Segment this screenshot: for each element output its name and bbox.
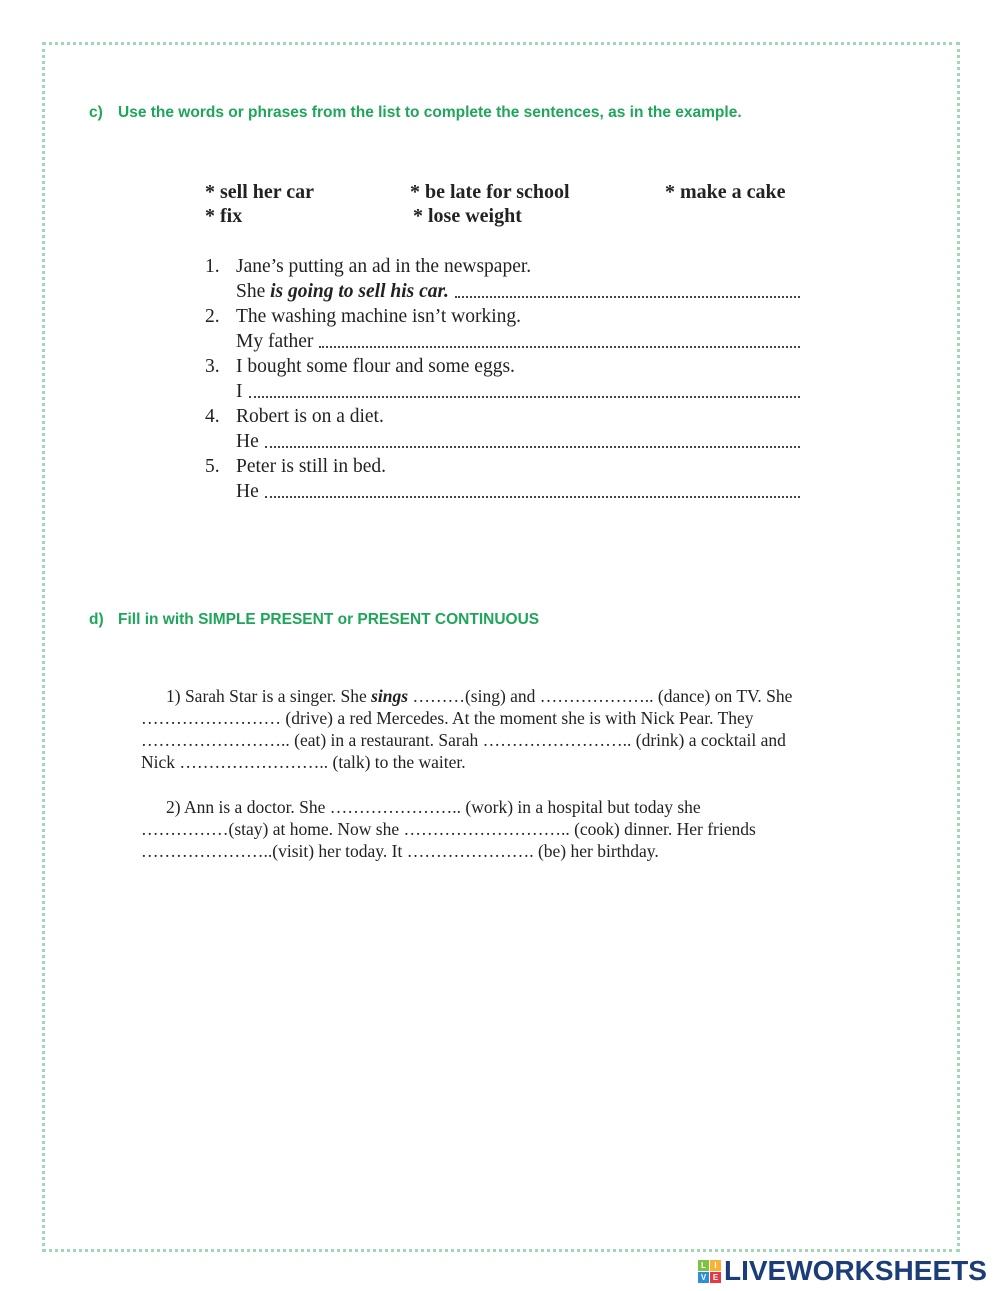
- word-list-item: * sell her car: [205, 181, 315, 203]
- answer-start: He: [236, 481, 259, 502]
- example-answer: sings: [371, 686, 409, 706]
- item-sentence: The washing machine isn’t working.: [236, 306, 522, 327]
- dotted-blank[interactable]: [265, 431, 800, 448]
- item-sentence: Peter is still in bed.: [236, 456, 387, 477]
- exercise-item: [205, 256, 531, 278]
- logo-block: V: [698, 1272, 709, 1283]
- section-letter: d): [89, 611, 104, 628]
- paragraph-line: [166, 686, 792, 707]
- item-number: 3.: [205, 356, 220, 377]
- logo-block: I: [710, 1260, 721, 1271]
- answer-line[interactable]: [236, 381, 800, 403]
- item-number: 1.: [205, 256, 220, 277]
- exercise-item: [205, 306, 521, 328]
- item-number: 4.: [205, 406, 220, 427]
- item-sentence: Robert is on a diet.: [236, 406, 384, 427]
- dotted-blank[interactable]: [265, 481, 800, 498]
- word-list-item: * be late for school: [410, 181, 570, 203]
- paragraph-line: …………………… (drive) a red Mercedes. At the moment she is with Nick Pear. They: [141, 708, 754, 728]
- logo-block: E: [710, 1272, 721, 1283]
- answer-line[interactable]: [236, 331, 800, 353]
- exercise-item: [205, 456, 386, 478]
- paragraph-line: …………………..(visit) her today. It …………………. (be) her birthday.: [141, 841, 659, 861]
- logo-blocks-icon: [698, 1260, 721, 1283]
- example-answer: is going to sell his car.: [270, 281, 449, 302]
- answer-line[interactable]: [236, 281, 800, 303]
- dotted-blank[interactable]: [249, 381, 801, 398]
- text: 1) Sarah Star is a singer. She: [166, 686, 372, 706]
- paragraph-line: ……………(stay) at home. Now she ……………………….. (cook) dinner. Her friends: [141, 819, 756, 839]
- paragraph-line: Nick …………………….. (talk) to the waiter.: [141, 752, 466, 772]
- dotted-blank[interactable]: [455, 281, 800, 298]
- answer-start: My father: [236, 331, 314, 352]
- word-list-item: * lose weight: [413, 205, 522, 227]
- liveworksheets-logo: [698, 1255, 987, 1287]
- item-sentence: Jane’s putting an ad in the newspaper.: [236, 256, 532, 277]
- word-list-item: * make a cake: [665, 181, 786, 203]
- answer-line[interactable]: [236, 481, 800, 503]
- dotted-blank[interactable]: [319, 331, 800, 348]
- exercise-item: [205, 406, 384, 428]
- answer-start: She: [236, 281, 266, 302]
- logo-text: LIVEWORKSHEETS: [724, 1255, 987, 1286]
- word-list-item: * fix: [205, 205, 243, 227]
- answer-line[interactable]: [236, 431, 800, 453]
- section-d-heading: [89, 611, 539, 629]
- section-c-heading: [89, 104, 742, 122]
- item-number: 2.: [205, 306, 220, 327]
- item-number: 5.: [205, 456, 220, 477]
- answer-start: He: [236, 431, 259, 452]
- text: ………(sing) and ……………….. (dance) on TV. She: [408, 686, 793, 706]
- section-title: Fill in with SIMPLE PRESENT or PRESENT CONTINUOUS: [118, 611, 540, 628]
- paragraph-line: 2) Ann is a doctor. She ………………….. (work) in a hospital but today she: [166, 797, 701, 817]
- logo-block: L: [698, 1260, 709, 1271]
- paragraph-line: …………………….. (eat) in a restaurant. Sarah …………………….. (drink) a cocktail and: [141, 730, 786, 750]
- answer-start: I: [236, 381, 243, 402]
- exercise-item: [205, 356, 515, 378]
- section-letter: c): [89, 104, 103, 121]
- section-title: Use the words or phrases from the list to complete the sentences, as in the example.: [118, 104, 742, 121]
- item-sentence: I bought some flour and some eggs.: [236, 356, 515, 377]
